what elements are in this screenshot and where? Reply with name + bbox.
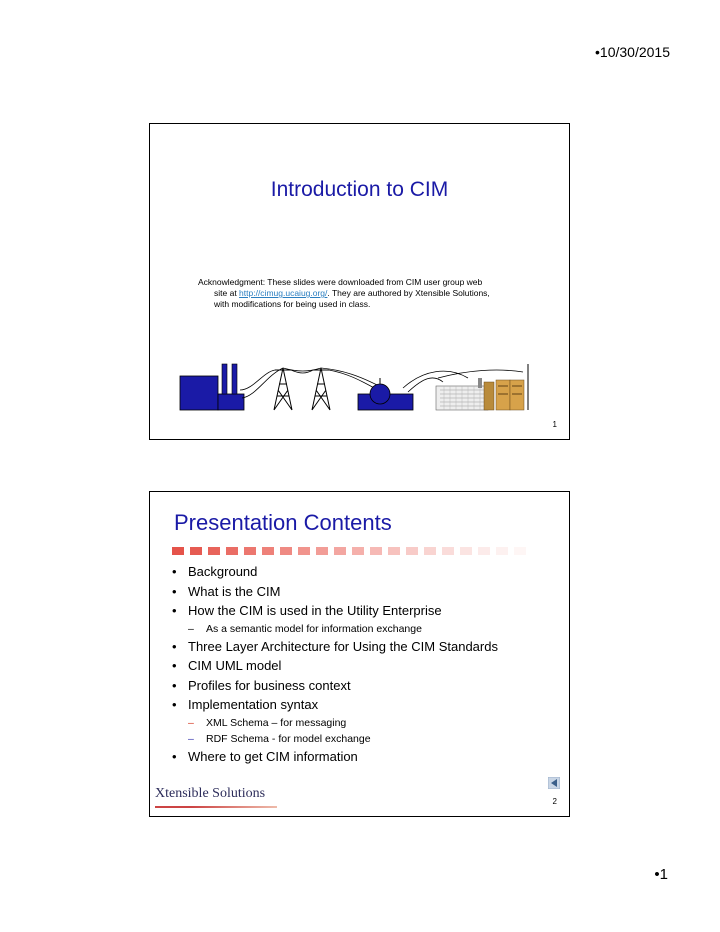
list-item	[172, 676, 562, 696]
slide-2-title: Presentation Contents	[174, 510, 392, 535]
ack-line-2-suffix: . They are authored by Xtensible Solutions,	[327, 288, 490, 298]
transmission-tower-icon	[274, 368, 292, 410]
list-item-text: Profiles for business context	[188, 677, 351, 693]
back-arrow-icon[interactable]	[548, 777, 560, 789]
slide-2	[149, 491, 570, 817]
dash: –	[188, 716, 194, 729]
list-item	[172, 637, 562, 657]
list-item-text: What is the CIM	[188, 583, 281, 599]
acknowledgment-text	[198, 277, 528, 310]
slide-2-number: 2	[552, 797, 557, 806]
bullet: •	[172, 697, 177, 712]
bullet: •	[172, 677, 177, 693]
contents-list	[172, 562, 562, 766]
list-item-text: CIM UML model	[188, 658, 282, 673]
page-number: •1	[654, 866, 668, 883]
sub-list-item	[172, 621, 562, 637]
page-date: •10/30/2015	[595, 44, 670, 60]
bullet: •	[172, 583, 177, 599]
list-item	[172, 695, 562, 715]
bullet: •	[172, 748, 177, 764]
power-plant-icon	[180, 364, 244, 410]
decorative-square-bar	[172, 547, 552, 557]
bullet: •	[172, 658, 177, 673]
list-item	[172, 601, 562, 621]
bullet: •	[172, 638, 177, 654]
cimug-link[interactable]: http://cimug.ucaiug.org/	[239, 288, 328, 298]
slide-1	[149, 123, 570, 440]
list-item-text: Three Layer Architecture for Using the CIM Standards	[188, 638, 498, 654]
list-item	[172, 656, 562, 676]
dash: –	[188, 622, 194, 635]
slide-1-title: Introduction to CIM	[270, 178, 449, 201]
list-item-text: Where to get CIM information	[188, 748, 358, 764]
list-item	[172, 582, 562, 602]
sub-list-item-text: As a semantic model for information exchange	[206, 622, 422, 635]
ack-line-3: with modifications for being used in class.	[214, 299, 371, 309]
bullet: •	[172, 603, 177, 618]
ack-line-1: Acknowledgment: These slides were downloaded from CIM user group web	[198, 277, 483, 287]
list-item	[172, 747, 562, 767]
sub-list-item-text: RDF Schema - for model exchange	[206, 732, 371, 745]
sub-list-item-text: XML Schema – for messaging	[206, 716, 347, 729]
ack-line-2	[198, 288, 528, 299]
sub-list-item	[172, 715, 562, 731]
bullet: •	[172, 564, 177, 579]
list-item-text: Background	[188, 564, 258, 579]
substation-icon	[358, 378, 413, 410]
slide-1-number: 1	[552, 420, 557, 429]
xtensible-logo: Xtensible Solutions	[155, 786, 266, 801]
factory-building-icon	[436, 378, 494, 410]
ack-line-2-prefix: site at	[214, 288, 240, 298]
logo-underline	[155, 806, 277, 808]
dash: –	[188, 732, 194, 745]
list-item	[172, 562, 562, 582]
list-item-text: How the CIM is used in the Utility Enterprise	[188, 603, 442, 618]
sub-list-item	[172, 731, 562, 747]
transmission-tower-icon	[312, 368, 330, 410]
list-item-text: Implementation syntax	[188, 697, 319, 712]
power-grid-illustration	[178, 360, 538, 412]
